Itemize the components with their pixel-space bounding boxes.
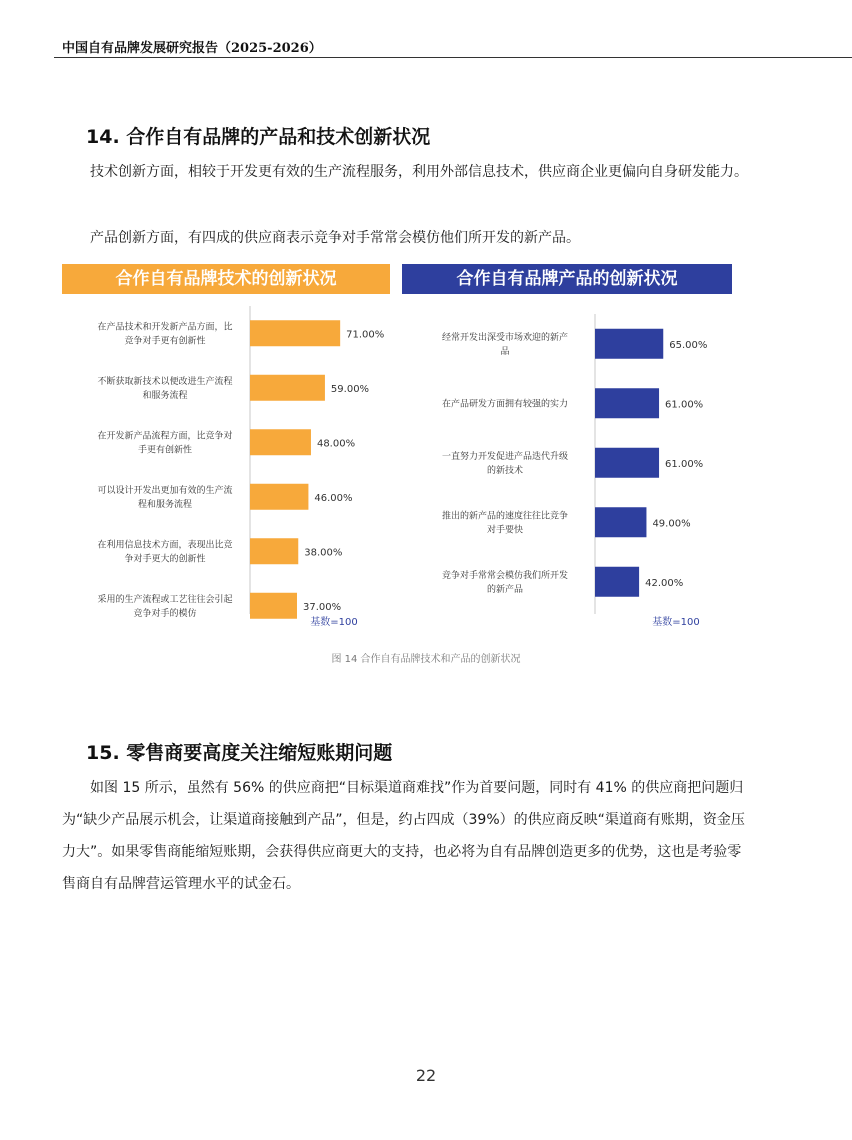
base-note: 基数=100 [310, 617, 358, 628]
paragraph-text: 如图 15 所示，虽然有 56% 的供应商把“目标渠道商难找”作为首要问题，同时有 41% 的供应商把问题归为“缺少产品展示机会，让渠道商接触到产品”，但是，约占四成（39%）的供应商反映“渠道商有账期，资金压力大”。如果零售商能缩短账期，会获得供应商更大的支持，也必将为自有品牌创造更多的优势，这也是考验零售商自有品牌营运管理水平的试金石。 [62, 780, 745, 892]
category-label: 竞争对手常常会模仿我们所开发 [441, 570, 569, 581]
category-label: 的新技术 [486, 465, 524, 476]
section-15-paragraph [62, 772, 752, 900]
bar [250, 429, 311, 455]
category-label: 一直努力开发促进产品迭代升级 [441, 451, 569, 462]
bar [595, 448, 659, 478]
data-label: 49.00% [652, 518, 691, 530]
category-label: 推出的新产品的速度往往比竞争 [441, 511, 569, 522]
category-label: 品 [500, 346, 510, 357]
section-15-heading: 15. 零售商要高度关注缩短账期问题 [86, 742, 393, 764]
page-header [0, 0, 852, 60]
bar [595, 567, 639, 597]
section-14-paragraph-1 [62, 156, 752, 188]
data-label: 71.00% [346, 329, 385, 341]
bar [595, 507, 646, 537]
category-label: 的新产品 [486, 584, 524, 595]
header-divider [54, 57, 852, 58]
bar [250, 538, 298, 564]
category-label: 手更有创新性 [137, 445, 193, 456]
data-label: 37.00% [302, 601, 342, 613]
category-label: 可以设计开发出更加有效的生产流 [97, 485, 233, 496]
category-label: 经常开发出深受市场欢迎的新产 [441, 332, 569, 343]
bar [250, 593, 297, 619]
product-chart-plot [402, 264, 732, 636]
chart-title: 合作自有品牌产品的创新状况 [402, 264, 732, 294]
category-label: 争对手更大的创新性 [124, 554, 206, 565]
tech-chart-plot [62, 264, 390, 636]
paragraph-text: 产品创新方面，有四成的供应商表示竞争对手常常会模仿他们所开发的新产品。 [90, 230, 580, 246]
report-title: 中国自有品牌发展研究报告（2025-2026） [62, 41, 322, 56]
category-label: 在开发新产品流程方面，比竞争对 [97, 431, 233, 442]
category-label: 对手要快 [486, 525, 524, 536]
data-label: 42.00% [645, 577, 684, 589]
section-14-heading: 14. 合作自有品牌的产品和技术创新状况 [86, 126, 431, 148]
base-note: 基数=100 [652, 617, 700, 628]
data-label: 48.00% [316, 438, 356, 450]
category-label: 采用的生产流程或工艺往往会引起 [97, 594, 233, 605]
bar [250, 375, 325, 401]
category-label: 不断获取新技术以便改进生产流程 [97, 376, 233, 387]
data-label: 46.00% [314, 492, 353, 504]
category-label: 在产品技术和开发新产品方面，比 [97, 322, 233, 333]
category-label: 竞争对手更有创新性 [124, 336, 206, 347]
category-label: 在产品研发方面拥有较强的实力 [441, 399, 569, 410]
data-label: 65.00% [669, 339, 708, 351]
category-label: 在利用信息技术方面，表现出比竞 [97, 540, 233, 551]
category-label: 竞争对手的模仿 [133, 608, 197, 619]
category-label: 和服务流程 [142, 390, 188, 401]
data-label: 59.00% [330, 383, 370, 395]
data-label: 38.00% [304, 547, 343, 559]
bar [595, 329, 663, 359]
data-label: 61.00% [665, 458, 704, 470]
bar [250, 484, 308, 510]
category-label: 程和服务流程 [137, 499, 193, 510]
data-label: 61.00% [665, 399, 704, 411]
bar [250, 320, 340, 346]
page-number: 22 [415, 1066, 437, 1085]
bar [595, 388, 659, 418]
section-14-paragraph-2 [62, 222, 752, 254]
tech-innovation-chart [62, 264, 390, 636]
chart-title: 合作自有品牌技术的创新状况 [62, 264, 390, 294]
figure-caption: 图 14 合作自有品牌技术和产品的创新状况 [331, 654, 521, 665]
paragraph-text: 技术创新方面，相较于开发更有效的生产流程服务，利用外部信息技术，供应商企业更偏向自身研发能力。 [90, 164, 748, 180]
product-innovation-chart [402, 264, 732, 636]
